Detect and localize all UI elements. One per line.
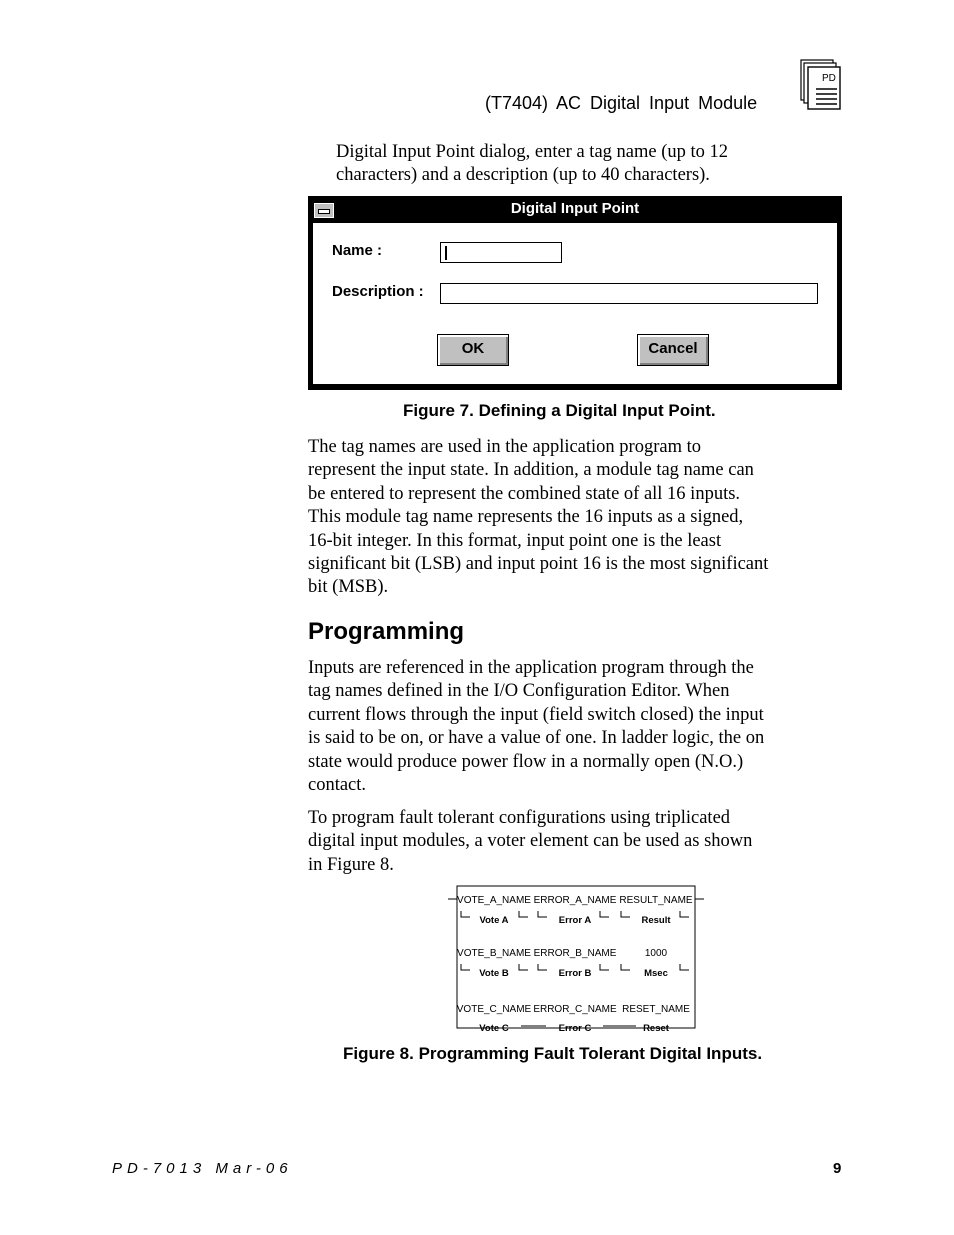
error-c-label: Error C [558, 1023, 592, 1032]
error-a-label: Error A [558, 915, 592, 926]
pd-logo-text: PD [822, 73, 836, 84]
ok-button[interactable]: OK [437, 334, 509, 366]
vote-b-name-text: VOTE_B_NAME [457, 948, 531, 959]
result-label: Result [641, 915, 671, 926]
error-c-name-text: ERROR_C_NAME [533, 1004, 617, 1015]
vote-c-label: Vote C [479, 1023, 509, 1032]
paragraph-line: tag names defined in the I/O Configuration Editor. When [308, 681, 730, 702]
footer-doc-id: PD-7013 Mar-06 [112, 1160, 293, 1177]
paragraph-line: Inputs are referenced in the application program through the [308, 658, 754, 678]
paragraph-line: is said to be on, or have a value of one. In ladder logic, the on [308, 728, 765, 749]
description-label: Description : [332, 283, 424, 300]
result-name-text: RESULT_NAME [619, 895, 693, 906]
description-input[interactable] [440, 283, 818, 304]
error-b-name-text: ERROR_B_NAME [533, 948, 617, 959]
intro-line: Digital Input Point dialog, enter a tag name (up to 12 [336, 142, 729, 162]
vote-a-label: Vote A [479, 915, 509, 926]
programming-paragraph [308, 657, 764, 797]
paragraph-line: contact. [308, 774, 367, 795]
paragraph-line: This module tag name represents the 16 inputs as a signed, [308, 507, 744, 528]
digital-input-point-dialog [308, 196, 842, 390]
dialog-body [313, 223, 837, 384]
fault-tolerant-paragraph [308, 807, 752, 877]
dialog-title: Digital Input Point [510, 200, 640, 217]
paragraph-line: bit (MSB). [308, 577, 389, 598]
name-input[interactable] [440, 242, 562, 263]
paragraph-line: digital input modules, a voter element can be used as shown [308, 831, 753, 852]
vote-b-label: Vote B [479, 968, 509, 979]
msec-label: Msec [644, 968, 668, 979]
reset-label: Reset [643, 1023, 669, 1032]
error-b-label: Error B [558, 968, 592, 979]
cancel-button[interactable]: Cancel [637, 334, 709, 366]
vote-c-name-text: VOTE_C_NAME [456, 1004, 532, 1015]
paragraph-line: represent the input state. In addition, a module tag name can [308, 460, 754, 481]
reset-name-text: RESET_NAME [622, 1004, 690, 1015]
intro-paragraph [336, 141, 728, 188]
paragraph-line: 16-bit integer. In this format, input point one is the least [308, 530, 722, 551]
paragraph-line: significant bit (LSB) and input point 16 is the most significant [308, 553, 769, 574]
pd-document-icon [800, 59, 842, 111]
text-caret [445, 246, 447, 260]
figure-7-caption: Figure 7. Defining a Digital Input Point. [403, 401, 716, 420]
timer-value-text: 1000 [644, 948, 668, 959]
section-heading-programming: Programming [308, 618, 465, 645]
error-a-name-text: ERROR_A_NAME [533, 895, 617, 906]
paragraph-line: in Figure 8. [308, 854, 394, 875]
paragraph-line: To program fault tolerant configurations using triplicated [308, 808, 731, 828]
tag-names-paragraph [308, 436, 768, 600]
intro-line: characters) and a description (up to 40 characters). [336, 165, 710, 186]
paragraph-line: current flows through the input (field switch closed) the input [308, 704, 764, 725]
page-header-title: (T7404) AC Digital Input Module [485, 93, 758, 113]
figure-8-caption: Figure 8. Programming Fault Tolerant Digital Inputs. [343, 1044, 763, 1063]
voter-ladder-diagram [448, 884, 706, 1032]
footer-page-number: 9 [833, 1160, 842, 1177]
paragraph-line: The tag names are used in the application program to [308, 437, 701, 457]
paragraph-line: state would produce power flow in a normally open (N.O.) [308, 751, 744, 772]
paragraph-line: be entered to represent the combined state of all 16 inputs. [308, 483, 741, 504]
vote-a-name-text: VOTE_A_NAME [457, 895, 531, 906]
name-label: Name : [332, 242, 383, 259]
